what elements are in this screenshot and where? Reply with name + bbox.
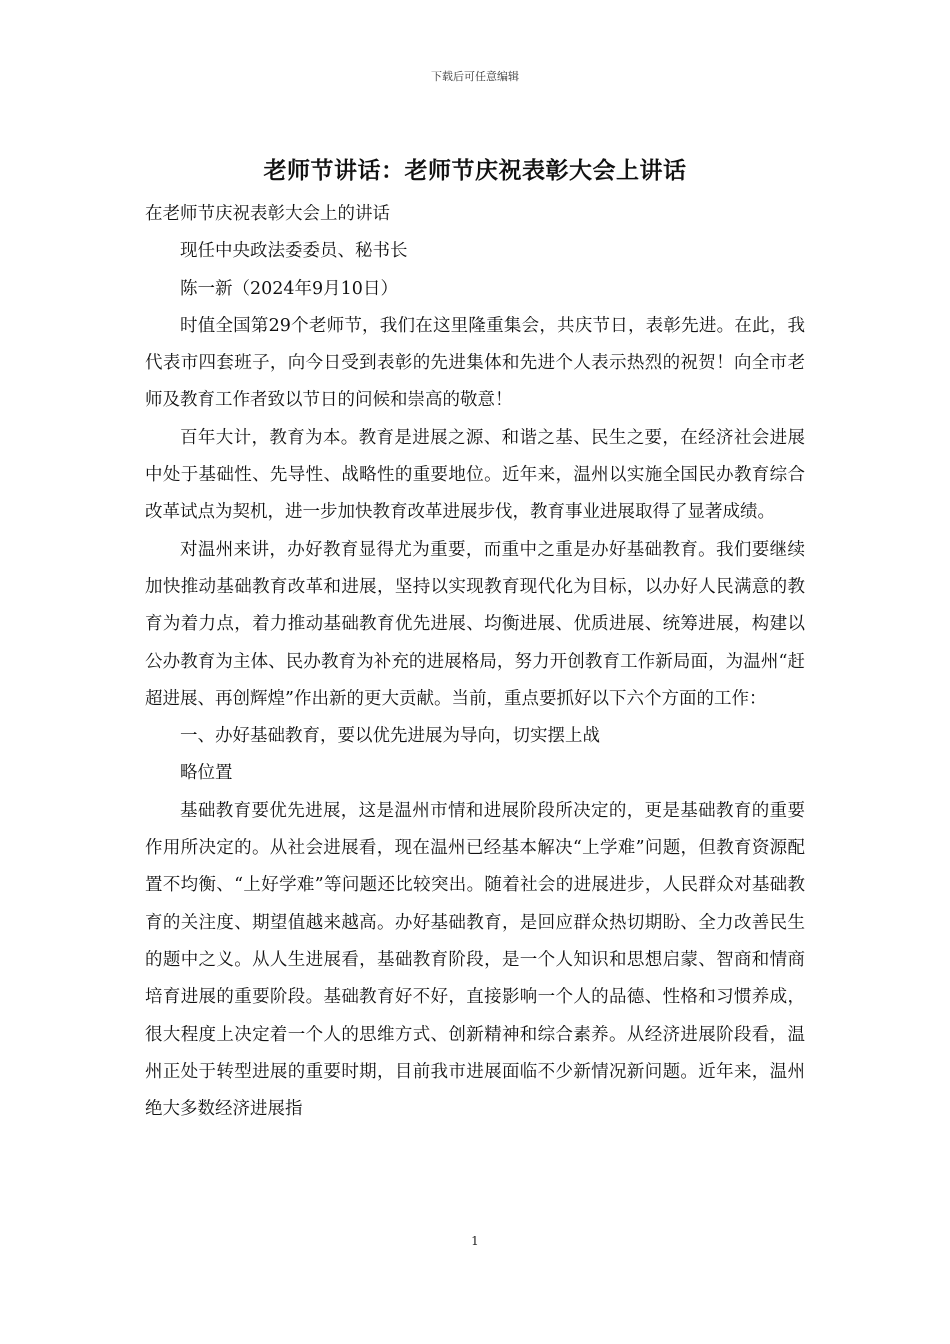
document-body xyxy=(145,196,805,1128)
subtitle-line: 在老师节庆祝表彰大会上的讲话 xyxy=(145,204,390,224)
paragraph: 基础教育要优先进展，这是温州市情和进展阶段所决定的，更是基础教育的重要作用所决定的。从社会进展看，现在温州已经基本解决“上学难”问题，但教育资源配置不均衡、“上好学难”等问题还比较突出。随着社会的进展进步，人民群众对基础教育的关注度、期望值越来越高。办好基础教育，是回应群众热切期盼、全力改善民生的题中之义。从人生进展看，基础教育阶段，是一个人知识和思想启蒙、智商和情商培育进展的重要阶段。基础教育好不好，直接影响一个人的品德、性格和习惯养成，很大程度上决定着一个人的思维方式、创新精神和综合素养。从经济进展阶段看，温州正处于转型进展的重要时期，目前我市进展面临不少新情况新问题。近年来，温州绝大多数经济进展指 xyxy=(145,800,805,1120)
section-heading: 一、办好基础教育，要以优先进展为导向，切实摆上战 xyxy=(180,726,600,747)
paragraph: 时值全国第29个老师节，我们在这里隆重集会，共庆节日，表彰先进。在此，我代表市四套班子，向今日受到表彰的先进集体和先进个人表示热烈的祝贺！向全市老师及教育工作者致以节日的问候和崇高的敬意！ xyxy=(145,315,805,411)
speaker-position-line: 现任中央政法委委员、秘书长 xyxy=(180,241,408,262)
section-heading-continued: 略位置 xyxy=(180,763,233,784)
header-note: 下载后可任意编辑 xyxy=(431,70,519,83)
page-number: 1 xyxy=(471,1234,479,1248)
paragraph: 对温州来讲，办好教育显得尤为重要，而重中之重是办好基础教育。我们要继续加快推动基础教育改革和进展，坚持以实现教育现代化为目标，以办好人民满意的教育为着力点，着力推动基础教育优先进展、均衡进展、优质进展、统筹进展，构建以公办教育为主体、民办教育为补充的进展格局，努力开创教育工作新局面，为温州“赶超进展、再创辉煌”作出新的更大贡献。当前，重点要抓好以下六个方面的工作： xyxy=(145,539,805,709)
document-title: 老师节讲话：老师节庆祝表彰大会上讲话 xyxy=(263,157,687,184)
speaker-date-line: 陈一新（2024年9月10日） xyxy=(180,278,398,299)
paragraph: 百年大计，教育为本。教育是进展之源、和谐之基、民生之要，在经济社会进展中处于基础性、先导性、战略性的重要地位。近年来，温州以实施全国民办教育综合改革试点为契机，进一步加快教育改革进展步伐，教育事业进展取得了显著成绩。 xyxy=(145,427,805,523)
